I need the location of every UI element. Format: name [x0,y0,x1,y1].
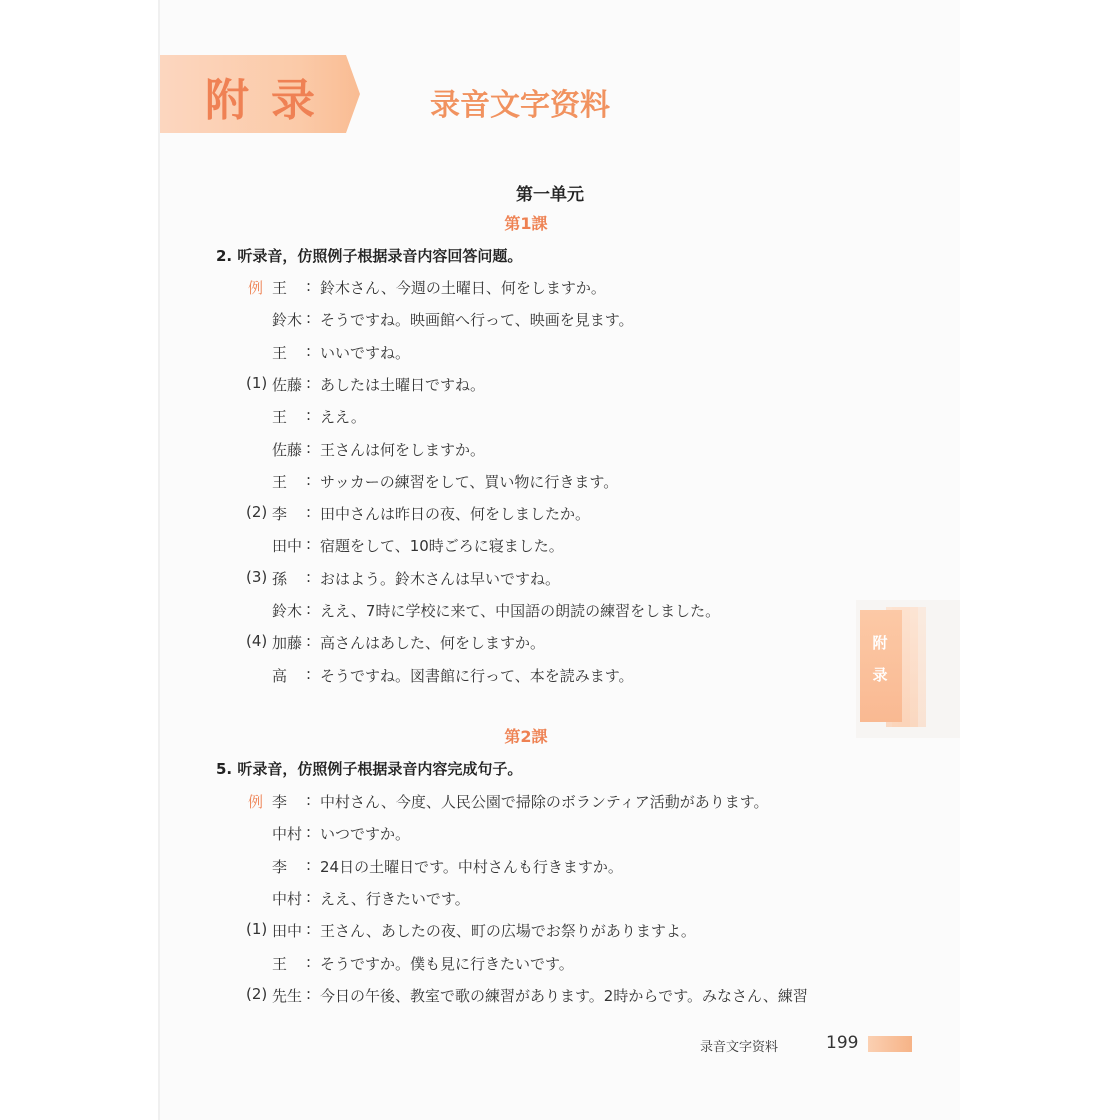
dialogue-text: ええ、7時に学校に来て、中国語の朗読の練習をしました。 [320,602,721,620]
speaker-colon: : [306,438,312,457]
section-title: 录音文字资料 [430,88,610,123]
dialogue-text: 王さん、あしたの夜、町の広場でお祭りがありますよ。 [320,922,696,941]
side-tab-char-2: 录 [872,666,888,684]
item-number: (2) [246,984,268,1003]
speaker-name: 李 [272,793,288,811]
speaker-colon: : [306,406,312,425]
speaker-name: 王 [272,408,288,427]
example-mark: 例 [248,793,264,811]
unit-title: 第一单元 [516,185,584,205]
side-tab-char-1: 附 [872,634,888,652]
dialogue-text: 高さんはあした、何をしますか。 [320,634,546,653]
dialogue-text: 宿題をして、10時ごろに寝ました。 [320,537,564,556]
speaker-name: 佐藤 [272,440,303,459]
speaker-colon: : [306,920,312,939]
speaker-name: 田中 [272,922,303,941]
speaker-colon: : [306,823,312,842]
speaker-colon: : [306,887,312,906]
speaker-colon: : [306,952,312,971]
speaker-name: 李 [272,505,288,524]
speaker-name: 中村 [272,889,303,908]
speaker-name: 中村 [272,825,303,844]
speaker-colon: : [306,984,312,1003]
appendix-label: 附录 [205,75,337,126]
speaker-colon: : [306,791,312,809]
lesson1-title: 第1課 [504,214,548,233]
item-number: (4) [246,632,268,651]
dialogue-text: 今日の午後、教室で歌の練習があります。2時からです。みなさん、練習 [320,986,808,1005]
example-mark: 例 [248,279,264,297]
dialogue-text: いいですね。 [320,343,411,362]
speaker-name: 李 [272,857,288,876]
speaker-colon: : [306,309,312,328]
dialogue-text: サッカーの練習をして、買い物に行きます。 [320,472,619,491]
lesson2-task: 5. 听录音，仿照例子根据录音内容完成句子。 [216,760,523,778]
speaker-name: 鈴木 [272,602,303,620]
dialogue-text: おはよう。鈴木さんは早いですね。 [320,569,561,588]
dialogue-text: 鈴木さん、今週の土曜日、何をしますか。 [320,279,606,297]
speaker-name: 王 [272,472,288,491]
item-number: (3) [246,567,268,586]
speaker-name: 高 [272,666,288,685]
dialogue-text: そうですね。映画館へ行って、映画を見ます。 [320,311,634,330]
dialogue-text: 王さんは何をしますか。 [320,440,486,459]
dialogue-text: 中村さん、今度、人民公園で掃除のボランティア活動があります。 [320,793,769,811]
dialogue-text: ええ。 [320,408,366,427]
lesson1-task: 2. 听录音，仿照例子根据录音内容回答问题。 [216,247,523,265]
dialogue-text: 24日の土曜日です。中村さんも行きますか。 [320,857,623,876]
page-number: 199 [826,1033,859,1053]
speaker-colon: : [306,600,312,618]
dialogue-text: 田中さんは昨日の夜、何をしましたか。 [320,505,591,524]
speaker-name: 先生 [272,986,303,1005]
speaker-name: 王 [272,343,288,362]
speaker-colon: : [306,855,312,874]
dialogue-text: ええ、行きたいです。 [320,889,470,908]
item-number: (1) [246,920,268,939]
speaker-name: 田中 [272,537,303,556]
speaker-name: 孫 [272,569,288,588]
speaker-colon: : [306,341,312,360]
speaker-colon: : [306,503,312,522]
speaker-name: 王 [272,954,288,973]
item-number: (2) [246,503,268,522]
speaker-name: 鈴木 [272,311,303,330]
dialogue-text: いつですか。 [320,825,411,844]
footer-decoration [868,1036,912,1052]
speaker-colon: : [306,470,312,489]
footer-label: 录音文字资料 [700,1040,779,1055]
speaker-name: 加藤 [272,634,303,653]
dialogue-text: そうですね。図書館に行って、本を読みます。 [320,666,634,685]
speaker-colon: : [306,632,312,651]
item-number: (1) [246,373,268,392]
lesson2-title: 第2課 [504,727,548,746]
speaker-name: 王 [272,279,288,297]
speaker-colon: : [306,567,312,586]
speaker-colon: : [306,535,312,554]
speaker-colon: : [306,373,312,392]
dialogue-text: あしたは土曜日ですね。 [320,375,486,394]
speaker-name: 佐藤 [272,375,303,394]
speaker-colon: : [306,277,312,295]
speaker-colon: : [306,664,312,683]
dialogue-text: そうですか。僕も見に行きたいです。 [320,954,574,973]
